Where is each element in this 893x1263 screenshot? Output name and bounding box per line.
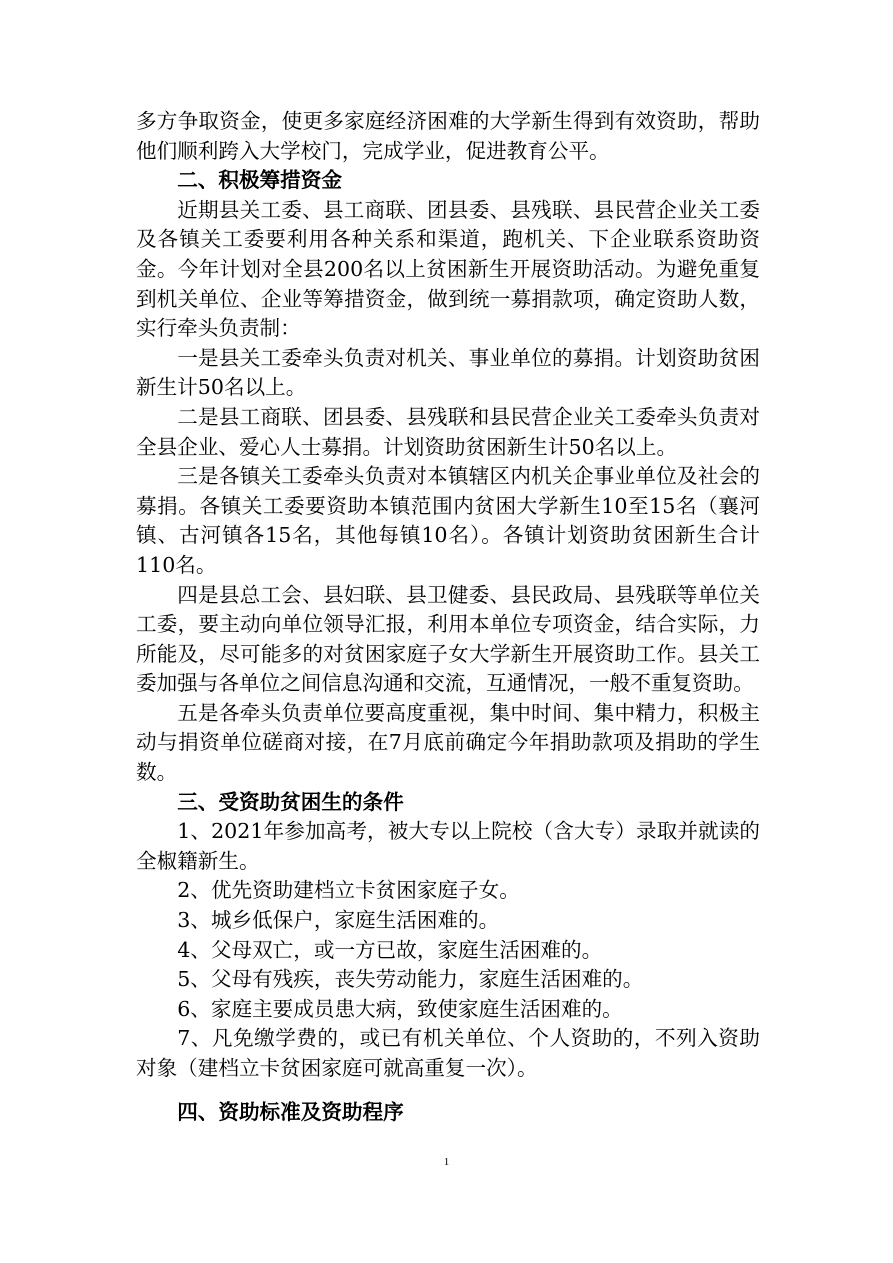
condition-5: 5、父母有残疾，丧失劳动能力，家庭生活困难的。 [177,967,644,992]
paragraph-item-2: 二是县工商联、团县委、县残联和县民营企业关工委牵头负责对全县企业、爱心人士募捐。计划资助贫困新生计50名以上。 [136,404,760,459]
paragraph-funding-plan: 近期县关工委、县工商联、团县委、县残联、县民营企业关工委及各镇关工委要利用各种关系和渠道，跑机关、下企业联系资助资金。今年计划对全县200名以上贫困新生开展资助活动。为避免重复到机关单位、企业等筹措资金，做到统一募捐款项，确定资助人数，实行牵头负责制： [136,197,760,341]
section-heading-2: 二、积极筹措资金 [177,168,342,193]
paragraph-item-1: 一是县关工委牵头负责对机关、事业单位的募捐。计划资助贫困新生计50名以上。 [136,345,760,400]
condition-6: 6、家庭主要成员患大病，致使家庭生活困难的。 [177,996,623,1021]
condition-2: 2、优先资助建档立卡贫困家庭子女。 [177,878,520,903]
condition-4: 4、父母双亡，或一方已故，家庭生活困难的。 [177,937,603,962]
condition-3: 3、城乡低保户，家庭生活困难的。 [177,908,500,933]
condition-7: 7、凡免缴学费的，或已有机关单位、个人资助的，不列入资助对象（建档立卡贫困家庭可就高重复一次）。 [136,1026,760,1080]
document-body [136,107,760,1127]
section-heading-4: 四、资助标准及资助程序 [177,1099,404,1124]
section-heading-3: 三、受资助贫困生的条件 [177,789,404,814]
paragraph-item-4: 四是县总工会、县妇联、县卫健委、县民政局、县残联等单位关工委，要主动向单位领导汇报，利用本单位专项资金，结合实际，力所能及，尽可能多的对贫困家庭子女大学新生开展资助工作。县关工委加强与各单位之间信息沟通和交流，互通情况，一般不重复资助。 [136,582,760,696]
page-number: 1 [443,1156,450,1168]
paragraph-item-3: 三是各镇关工委牵头负责对本镇辖区内机关企事业单位及社会的募捐。各镇关工委要资助本镇范围内贫困大学新生10至15名（襄河镇、古河镇各15名，其他每镇10名）。各镇计划资助贫困新生合计110名。 [136,464,760,577]
condition-1: 1、2021年参加高考，被大专以上院校（含大专）录取并就读的全椒籍新生。 [136,819,760,873]
paragraph-intro: 多方争取资金，使更多家庭经济困难的大学新生得到有效资助，帮助他们顺利跨入大学校门，完成学业，促进教育公平。 [136,109,760,163]
paragraph-item-5: 五是各牵头负责单位要高度重视，集中时间、集中精力，积极主动与捐资单位磋商对接，在7月底前确定今年捐助款项及捐助的学生数。 [136,700,760,785]
